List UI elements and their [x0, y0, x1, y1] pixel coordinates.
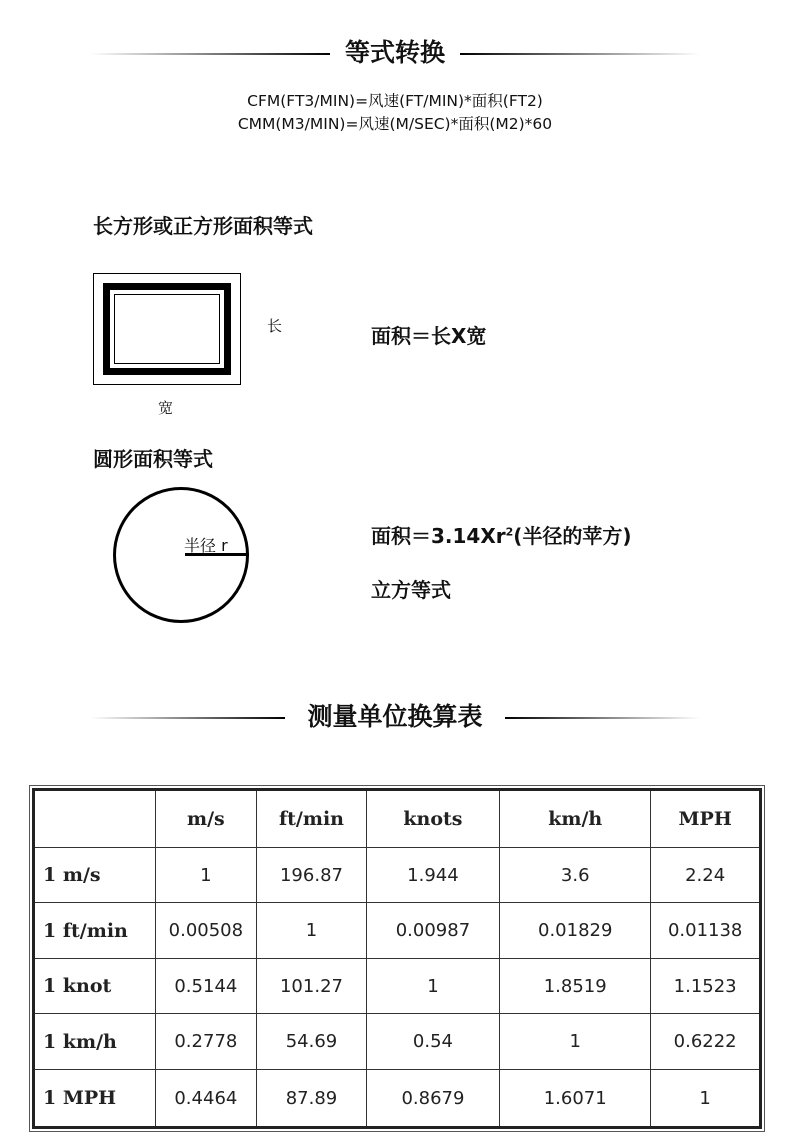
- table-cell: 0.00987: [366, 903, 499, 959]
- table-cell: 0.01138: [651, 903, 761, 959]
- table-header-cell: m/s: [155, 790, 257, 848]
- length-label: 长: [267, 317, 283, 335]
- rect-heading: 长方形或正方形面积等式: [93, 214, 313, 238]
- table-cell: 0.4464: [155, 1070, 257, 1128]
- table-cell: 1.1523: [651, 958, 761, 1014]
- rectangle-thick-border: [103, 283, 231, 375]
- table-cell: 3.6: [500, 847, 651, 903]
- table-cell: 1.6071: [500, 1070, 651, 1128]
- row-label: 1 m/s: [34, 847, 156, 903]
- row-label: 1 knot: [34, 958, 156, 1014]
- table-row: [34, 1070, 761, 1128]
- table-header-cell: MPH: [651, 790, 761, 848]
- width-label: 宽: [158, 399, 174, 417]
- table-cell: 87.89: [257, 1070, 367, 1128]
- rectangle-inner-border: [114, 294, 220, 364]
- table-cell: 0.5144: [155, 958, 257, 1014]
- table-row: [34, 903, 761, 959]
- table-cell: 0.2778: [155, 1014, 257, 1070]
- table-cell: 196.87: [257, 847, 367, 903]
- table-cell: 54.69: [257, 1014, 367, 1070]
- section-header-units: [0, 697, 790, 737]
- table-cell: 1: [366, 958, 499, 1014]
- table-cell: 0.01829: [500, 903, 651, 959]
- row-label: 1 MPH: [34, 1070, 156, 1128]
- cube-heading: 立方等式: [371, 578, 451, 602]
- table-cell: 1.944: [366, 847, 499, 903]
- table-header-cell: km/h: [500, 790, 651, 848]
- table-row: [34, 958, 761, 1014]
- table-cell: 2.24: [651, 847, 761, 903]
- table-row: [34, 1014, 761, 1070]
- table-cell: 1: [500, 1014, 651, 1070]
- table-cell: 1: [155, 847, 257, 903]
- table-cell: 0.54: [366, 1014, 499, 1070]
- rectangle-diagram: [93, 273, 241, 385]
- table-cell: 1: [257, 903, 367, 959]
- formula-cmm: CMM(M3/MIN)=风速(M/SEC)*面积(M2)*60: [237, 115, 553, 133]
- table-row: [34, 847, 761, 903]
- section-title: 测量单位换算表: [0, 697, 790, 737]
- circle-heading: 圆形面积等式: [93, 447, 213, 471]
- section-title: 等式转换: [0, 33, 790, 73]
- row-label: 1 ft/min: [34, 903, 156, 959]
- rect-formula: 面积＝长X宽: [371, 324, 487, 348]
- table-cell: 1: [651, 1070, 761, 1128]
- circle-formula: 面积$=3.14Xr^2$(半径的苹方): [371, 524, 632, 548]
- table-header-cell: ft/min: [257, 790, 367, 848]
- table-cell: 101.27: [257, 958, 367, 1014]
- table-cell: 0.00508: [155, 903, 257, 959]
- table-cell: 1.8519: [500, 958, 651, 1014]
- table-header-row: [34, 790, 761, 848]
- radius-label: 半径 r: [184, 536, 228, 555]
- table-cell: 0.8679: [366, 1070, 499, 1128]
- row-label: 1 km/h: [34, 1014, 156, 1070]
- section-header-conversion: [0, 33, 790, 73]
- table-header-cell: [34, 790, 156, 848]
- unit-conversion-table: [32, 788, 762, 1129]
- table-cell: 0.6222: [651, 1014, 761, 1070]
- table-header-cell: knots: [366, 790, 499, 848]
- formula-cfm: CFM(FT3/MIN)=风速(FT/MIN)*面积(FT2): [247, 92, 543, 110]
